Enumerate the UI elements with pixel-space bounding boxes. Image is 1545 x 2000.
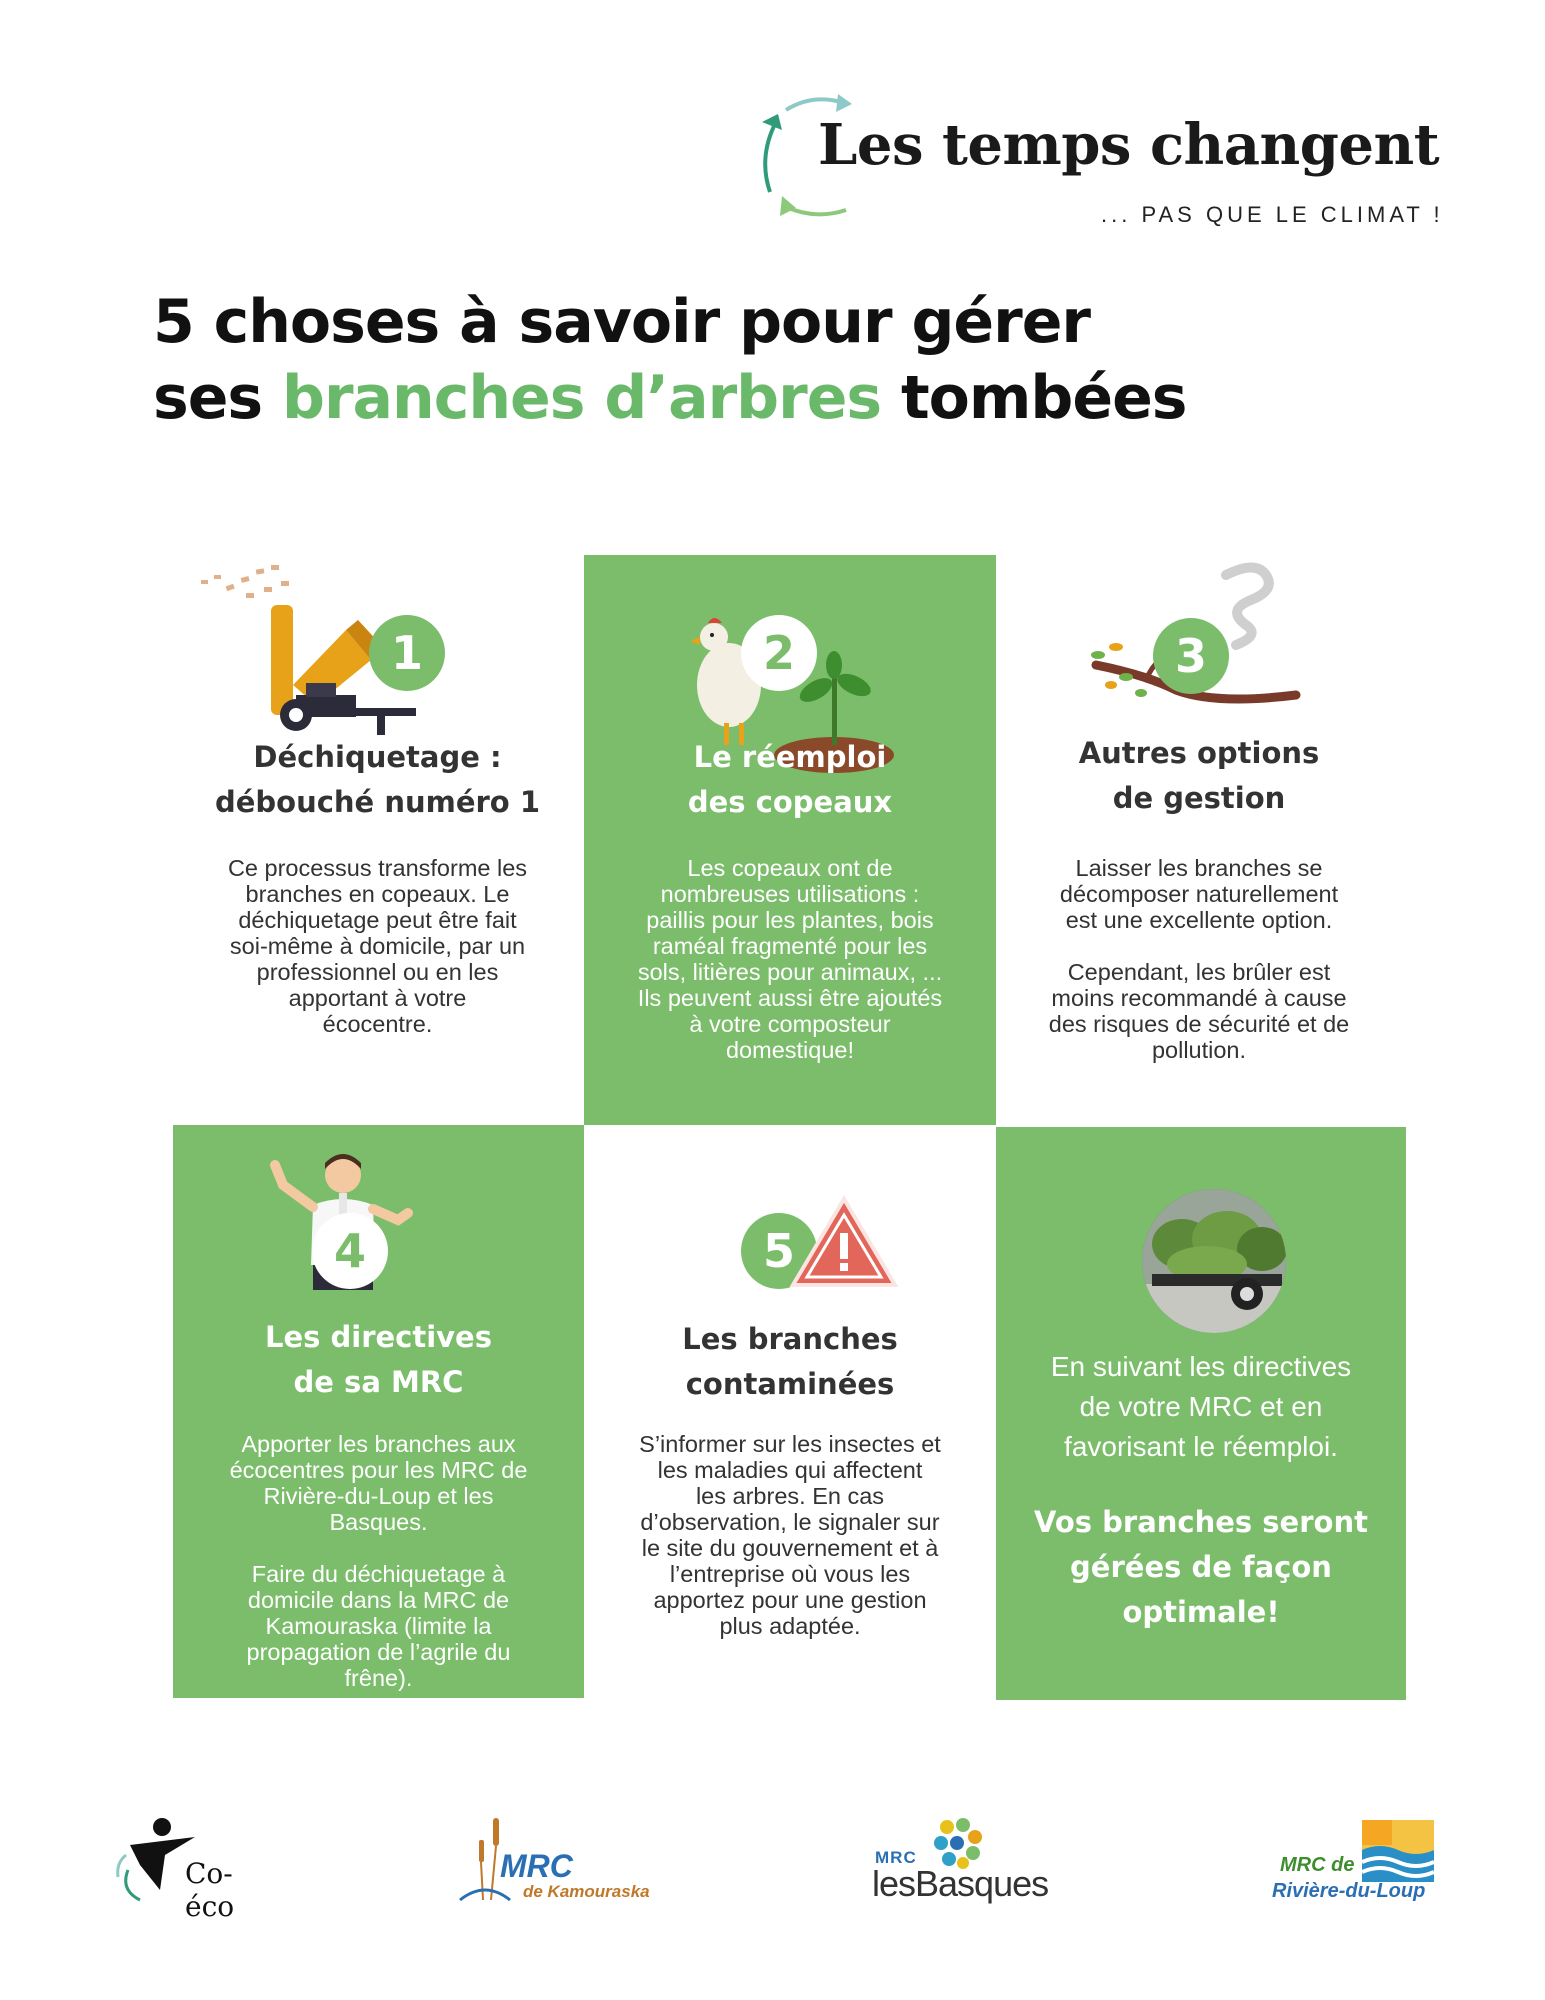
body-line: les arbres. En cas xyxy=(695,1483,885,1509)
card-body xyxy=(171,855,584,1037)
body-line: des risques de sécurité et de xyxy=(1048,1011,1350,1037)
body-line: domicile dans la MRC de xyxy=(247,1587,510,1613)
body-line: l’entreprise où vous les xyxy=(669,1561,911,1587)
card-body xyxy=(173,1431,584,1691)
logo-title: Les temps changent xyxy=(818,112,1440,178)
body-line: apportant à votre xyxy=(288,985,467,1011)
card-title-line-2: de sa MRC xyxy=(293,1365,464,1399)
coeco-label: Co-éco xyxy=(185,1857,235,1923)
card-title-line-1: Les directives xyxy=(264,1320,492,1354)
card-title-line-1: Les branches xyxy=(682,1322,898,1356)
headline-line-1: 5 choses à savoir pour gérer xyxy=(153,287,1090,357)
conclusion-bold-line: gérées de façon xyxy=(1070,1550,1332,1584)
card-3-autres-options xyxy=(996,555,1402,1125)
rdl-mrc: MRC de xyxy=(1280,1854,1355,1876)
card-title xyxy=(584,735,996,825)
step-number-badge: 3 xyxy=(1153,618,1229,694)
card-title xyxy=(173,1315,584,1405)
body-line: sols, litières pour animaux, ... xyxy=(637,959,943,985)
body-line xyxy=(173,1535,584,1561)
card-title-line-1: Déchiquetage : xyxy=(253,740,502,774)
body-line: Basques. xyxy=(329,1509,428,1535)
card-title xyxy=(996,731,1402,821)
card-4-directives-mrc xyxy=(173,1125,584,1698)
card-title-line-1: Autres options xyxy=(1078,736,1320,770)
card-title xyxy=(584,1317,996,1407)
riviere-waves-icon xyxy=(1362,1820,1434,1882)
conclusion-line: favorisant le réemploi. xyxy=(1064,1431,1338,1462)
body-line: moins recommandé à cause xyxy=(1051,985,1347,1011)
kamouraska-name: de Kamouraska xyxy=(523,1882,650,1901)
card-2-reemploi xyxy=(584,555,996,1125)
card-body xyxy=(584,855,996,1063)
rdl-name: Rivière-du-Loup xyxy=(1272,1880,1426,1902)
body-line: Ce processus transforme les xyxy=(227,855,528,881)
conclusion-line: de votre MRC et en xyxy=(1079,1391,1323,1422)
step-number-badge: 4 xyxy=(312,1213,388,1289)
conclusion-bold-line: optimale! xyxy=(1122,1595,1280,1629)
mrc-kamouraska-logo xyxy=(455,1810,685,1910)
trailer-photo xyxy=(1142,1189,1286,1333)
body-line: pollution. xyxy=(1151,1037,1247,1063)
coeco-logo xyxy=(110,1815,270,1923)
body-line: Laisser les branches se xyxy=(1075,855,1323,881)
card-title-line-2: de gestion xyxy=(1112,781,1286,815)
body-line: à votre composteur xyxy=(689,1011,891,1037)
body-line: d’observation, le signaler sur xyxy=(640,1509,940,1535)
card-title xyxy=(171,735,584,825)
body-line: paillis pour les plantes, bois xyxy=(646,907,934,933)
card-body xyxy=(996,855,1402,1063)
step-number-badge: 5 xyxy=(741,1213,817,1289)
card-title-line-2: débouché numéro 1 xyxy=(214,785,541,819)
body-line: nombreuses utilisations : xyxy=(660,881,920,907)
body-line: Kamouraska (limite la xyxy=(265,1613,492,1639)
conclusion-card xyxy=(996,1127,1406,1700)
card-title-line-2: des copeaux xyxy=(687,785,893,819)
body-line: domestique! xyxy=(725,1037,855,1063)
body-line: est une excellente option. xyxy=(1065,907,1333,933)
brand-logo xyxy=(756,92,1456,242)
body-line: plus adaptée. xyxy=(719,1613,861,1639)
page-title xyxy=(153,284,1403,436)
body-line: apportez pour une gestion xyxy=(653,1587,927,1613)
card-title-line-1: Le réemploi xyxy=(693,740,887,774)
card-title-line-2: contaminées xyxy=(685,1367,895,1401)
body-line: Cependant, les brûler est xyxy=(1067,959,1331,985)
body-line: Faire du déchiquetage à xyxy=(251,1561,506,1587)
card-body xyxy=(584,1431,996,1639)
body-line: propagation de l’agrile du xyxy=(246,1639,511,1665)
trailer-branches-icon xyxy=(1142,1189,1286,1333)
conclusion-text xyxy=(996,1347,1406,1467)
mrc-riviere-du-loup-logo xyxy=(1272,1820,1452,1910)
headline-line-2 xyxy=(153,360,1403,436)
basques-name: lesBasques xyxy=(872,1863,1049,1904)
step-number-badge: 2 xyxy=(741,615,817,691)
body-line: professionnel ou en les xyxy=(256,959,499,985)
logo-subtitle: ... PAS QUE LE CLIMAT ! xyxy=(1101,202,1444,227)
body-line: le site du gouvernement et à xyxy=(641,1535,939,1561)
conclusion-line: En suivant les directives xyxy=(1050,1351,1352,1382)
body-line: déchiquetage peut être fait xyxy=(238,907,517,933)
kamouraska-mrc: MRC xyxy=(500,1848,573,1884)
mrc-lesbasques-logo xyxy=(870,1815,1070,1915)
body-line: les maladies qui affectent xyxy=(657,1457,923,1483)
body-line: S’informer sur les insectes et xyxy=(639,1431,941,1457)
headline-line-2-end: tombées xyxy=(881,363,1187,433)
body-line: Apporter les branches aux xyxy=(241,1431,516,1457)
headline-line-2-start: ses xyxy=(153,363,283,433)
step-number-badge: 1 xyxy=(369,615,445,691)
body-line: Les copeaux ont de xyxy=(687,855,893,881)
conclusion-bold-line: Vos branches seront xyxy=(1034,1505,1368,1539)
body-line: écocentres pour les MRC de xyxy=(229,1457,528,1483)
body-line: Ils peuvent aussi être ajoutés xyxy=(637,985,943,1011)
headline-highlight: branches d’arbres xyxy=(282,363,882,433)
body-line: écocentre. xyxy=(322,1011,433,1037)
body-line: branches en copeaux. Le xyxy=(245,881,510,907)
warning-icon xyxy=(789,1195,899,1290)
body-line: raméal fragmenté pour les xyxy=(652,933,928,959)
basques-mrc: MRC xyxy=(875,1848,917,1867)
card-1-dechiquetage xyxy=(171,555,584,1125)
card-5-branches-contaminees xyxy=(584,1125,996,1698)
body-line: Rivière-du-Loup et les xyxy=(263,1483,494,1509)
body-line: soi-même à domicile, par un xyxy=(229,933,526,959)
conclusion-bold xyxy=(996,1500,1406,1635)
body-line: décomposer naturellement xyxy=(1059,881,1339,907)
body-line xyxy=(996,933,1402,959)
body-line: frêne). xyxy=(344,1665,413,1691)
